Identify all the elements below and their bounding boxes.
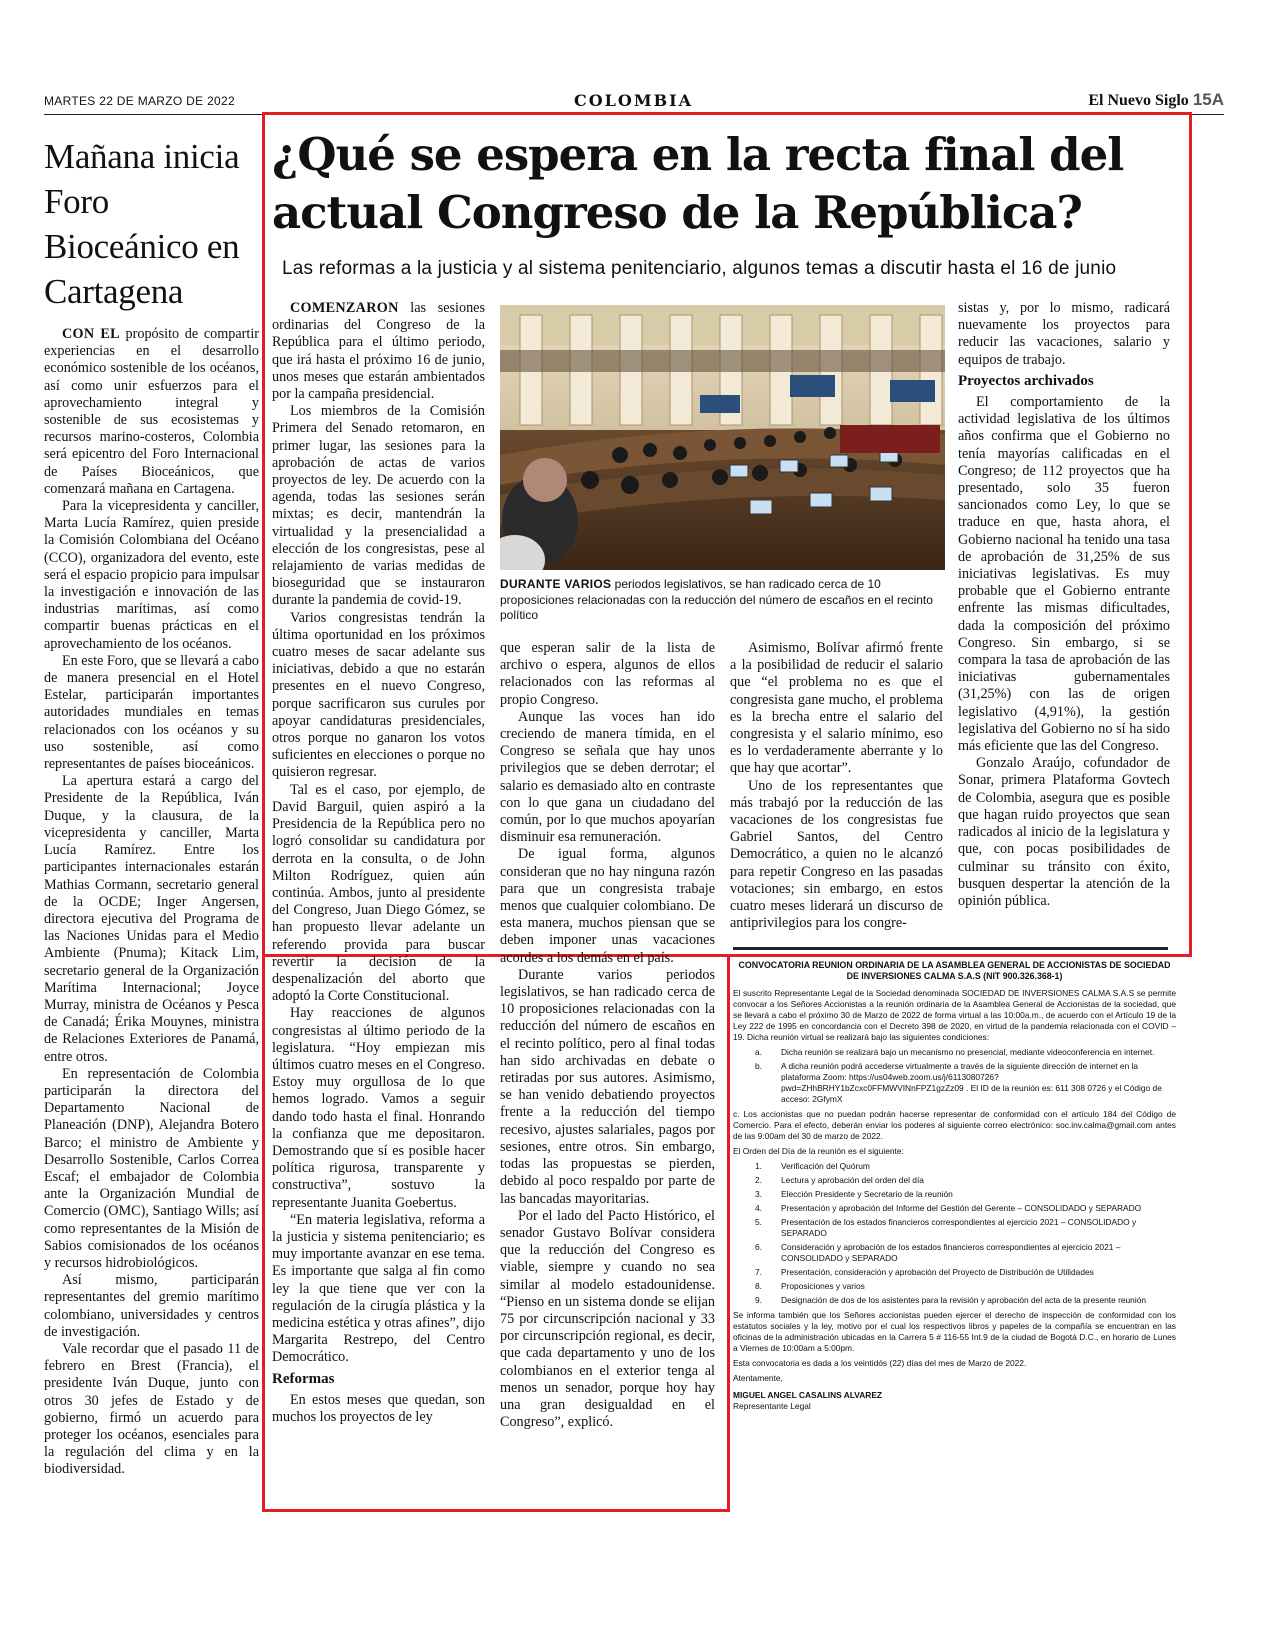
sidebar-paragraph: La apertura estará a cargo del Presidente de la República, Iván Duque, y la clausura, de la vicepresidenta y canciller, Marta Lucía Ramírez. Entre los participantes internacionales estarán Mathias Cormann, secretario general de la OCDE; Inger Angersen, directora ejecutiva del Programa de las Naciones Unidas para el Medio Ambiente (Pnuma); Kitack Lim, secretario general de la Organización Marítima Internacional; Joyce Murray, ministra de Océanos y Pesca de Canadá; Érika Mouynes, ministra de Relaciones Exteriores de Panamá, entre otros. bbox=[44, 773, 259, 1065]
page-number: 15A bbox=[1192, 90, 1224, 109]
article-paragraph: En estos meses que quedan, son muchos los proyectos de ley bbox=[272, 1391, 485, 1425]
article-paragraph: sistas y, por lo mismo, radicará nuevamente los proyectos para reducir las vacaciones, salario y equipos de trabajo. bbox=[958, 300, 1170, 368]
item-label: 4. bbox=[755, 1203, 762, 1213]
item-text: Proposiciones y varios bbox=[781, 1281, 865, 1291]
notice-proxy: c. Los accionistas que no puedan podrán hacerse representar de conformidad con el artículo 184 del Código de Comercio. Para el efecto, deberán enviar los poderes al siguiente correo electrónico: soc.inv.calma@gmail.com antes de las 9:00am del 30 de marzo de 2022. bbox=[733, 1109, 1176, 1141]
congress-chamber-image bbox=[500, 305, 945, 570]
item-label: 3. bbox=[755, 1189, 762, 1199]
item-text: Presentación, consideración y aprobación del Proyecto de Distribución de Utilidades bbox=[781, 1267, 1094, 1277]
caption-lead: DURANTE VARIOS bbox=[500, 577, 612, 591]
notice-agenda bbox=[733, 1161, 1176, 1306]
article-column-2 bbox=[500, 640, 715, 1431]
item-label: 9. bbox=[755, 1295, 762, 1305]
sidebar-paragraph: Así mismo, participarán representantes del gremio marítimo colombiano, universidades y centros de investigación. bbox=[44, 1272, 259, 1340]
list-item bbox=[733, 1267, 1176, 1278]
newspaper-brand bbox=[1088, 90, 1224, 110]
item-label: 7. bbox=[755, 1267, 762, 1277]
article-paragraph: Aunque las voces han ido creciendo de manera tímida, en el Congreso se señala que hay unos privilegios que se deben derrotar; el salario es demasiado alto en contraste con lo que gana un ciudadano del común, por lo que muchos apoyarían disminuir esa remuneración. bbox=[500, 708, 715, 846]
issue-date: MARTES 22 DE MARZO DE 2022 bbox=[44, 94, 235, 108]
item-label: 6. bbox=[755, 1242, 762, 1252]
subheading-proyectos-archivados: Proyectos archivados bbox=[958, 372, 1094, 389]
congress-photo bbox=[500, 305, 945, 570]
item-text: Dicha reunión se realizará bajo un mecanismo no presencial, mediante videoconferencia en internet. bbox=[781, 1047, 1155, 1057]
item-text: Presentación de los estados financieros correspondientes al ejercicio 2021 – CONSOLIDADO y SEPARADO bbox=[781, 1217, 1137, 1238]
sidebar-paragraph: En representación de Colombia participarán la directora del Departamento Nacional de Planeación (DNP), Alejandra Botero Barco; el ministro de Ambiente y Desarrollo Sostenible, Carlos Correa Escaf; el embajador de Colombia ante la Organización Mundial de Comercio (OMC), Santiago Wills; así como representantes de la Misión de Sabios comisionados de los océanos y recursos hidrobiológicos. bbox=[44, 1065, 259, 1271]
article-paragraph: De igual forma, algunos consideran que no hay ninguna razón para que un congresista trabaje menos que cualquier colombiano. De esta manera, muchos piensan que se deben imponer unas vacaciones acordes a los demás en el país. bbox=[500, 846, 715, 966]
list-item bbox=[733, 1295, 1176, 1306]
sidebar-lead-word: CON EL bbox=[62, 326, 120, 342]
sidebar-paragraph: Vale recordar que el pasado 11 de febrero en Brest (Francia), el presidente Iván Duque, junto con otros 30 jefes de Estado y de gobierno, firmó un acuerdo para proteger los océanos, esenciales para la regulación del clima y en la biodiversidad. bbox=[44, 1340, 259, 1478]
list-item bbox=[733, 1047, 1176, 1058]
article-paragraph: Uno de los representantes que más trabajó por la reducción de las vacaciones de los congresistas fue Gabriel Santos, del Centro Democrático, a quien no le alcanzó para repetir Congreso en las pasadas votaciones; sin embargo, en estos cuatro meses liderará un discurso de antiprivilegios para los congre- bbox=[730, 777, 943, 932]
list-item bbox=[733, 1203, 1176, 1214]
item-label: b. bbox=[755, 1061, 762, 1071]
article-text: las sesiones ordinarias del Congreso de la República para el último periodo, que irá hasta el próximo 16 de junio, unos meses que estarán ambientados por la campaña presidencial. bbox=[272, 300, 485, 403]
item-text: Verificación del Quórum bbox=[781, 1161, 870, 1171]
legal-notice bbox=[733, 960, 1176, 1470]
notice-date-line: Esta convocatoria es dada a los veintidós (22) días del mes de Marzo de 2022. bbox=[733, 1358, 1027, 1368]
item-label: 1. bbox=[755, 1161, 762, 1171]
article-paragraph: Por el lado del Pacto Histórico, el senador Gustavo Bolívar considera que la reducción del Congreso es viable, siempre y cuando no sea similar al modelo estadounidense. “Pienso en un sistema donde se elijan 75 por circunscripción nacional y 33 por circunscripción regional, es decir, que cada departamento y uno de los colombianos en el exterior tenga al menos un senador, porque hoy hay una gran desigualdad en el Congreso”, explicó. bbox=[500, 1207, 715, 1431]
section-name: COLOMBIA bbox=[574, 91, 693, 110]
notice-closing: Atentamente, bbox=[733, 1373, 783, 1383]
notice-divider bbox=[733, 947, 1168, 950]
notice-conditions bbox=[733, 1047, 1176, 1105]
signer-name: MIGUEL ANGEL CASALINS ALVAREZ bbox=[733, 1390, 883, 1400]
list-item bbox=[733, 1189, 1176, 1200]
sidebar-paragraph: Para la vicepresidenta y canciller, Marta Lucía Ramírez, quien preside la Comisión Colombiana del Océano (CCO), organizadora del evento, este será el espacio propicio para impulsar la investigación e innovación de las industrias marítimas, así como compartir buenas prácticas en el aprovechamiento de los océanos. bbox=[44, 498, 259, 652]
article-paragraph: Gonzalo Araújo, cofundador de Sonar, primera Plataforma Govtech de Colombia, asegura que es posible que hagan ruido proyectos que sean radicados al inicio de la legislatura y que, con pocas posibilidades de culminar su tránsito con éxito, busquen despertar la atención de la opinión pública. bbox=[958, 755, 1170, 909]
list-item bbox=[733, 1242, 1176, 1264]
article-paragraph: Varios congresistas tendrán la última oportunidad en los próximos cuatro meses de sacar adelante sus iniciativas, debido a que no estarán presentes en el nuevo Congreso, porque sacrificaron sus curules por apoyar candidaturas presidenciales, otros porque no ganaron los votos suficientes en elecciones o porque no quisieron regresar. bbox=[272, 609, 485, 781]
article-paragraph bbox=[272, 300, 485, 403]
notice-agenda-intro: El Orden del Día de la reunión es el siguiente: bbox=[733, 1146, 904, 1156]
article-paragraph: que esperan salir de la lista de archivo o espera, algunos de ellos relacionados con las reformas al propio Congreso. bbox=[500, 640, 715, 708]
article-paragraph: “En materia legislativa, reforma a la justicia y sistema penitenciario; es muy importante avanzar en ese tema. Es importante que salga al fin como ley la que tiene que ver con la regulación de la cirugía plástica y la medicina estética y otras afines”, dijo Margarita Restrepo, del Centro Democrático. bbox=[272, 1211, 485, 1366]
item-text: A dicha reunión podrá accederse virtualmente a través de la siguiente dirección de internet en la plataforma Zoom: https://us04web.zoom.us/j/6113080726?pwd=ZHhBRHY1bZcxc0FFMWVINnFPZ1gzZz09 . El ID de la reunión es: 611 308 0726 y el Código de acceso: 2GfymX bbox=[781, 1061, 1162, 1104]
item-text: Presentación y aprobación del Informe del Gestión del Gerente – CONSOLIDADO y SEPARADO bbox=[781, 1203, 1142, 1213]
article-paragraph: El comportamiento de la actividad legislativa de los últimos años confirma que el Gobierno no tenía mayorías calificadas en el Congreso; de 112 proyectos que ha presentado, solo 35 fueron sancionados como Ley, lo que se traduce en que, hasta ahora, el Gobierno nacional ha tenido una tasa de aprobación de 31,25% de sus iniciativas legislativas. Es muy probable que el Gobierno entrante enfrente las mismas dificultades, dada la composición del próximo Congreso. Sin embargo, si se compara la tasa de aprobación de las iniciativas gubernamentales (31,25%) con las de origen legislativo (4,91%), la gestión legislativa del Gobierno no sí ha sido más eficiente que las del Congreso. bbox=[958, 394, 1170, 755]
page-header bbox=[44, 90, 1224, 115]
item-text: Designación de dos de los asistentes para la revisión y aprobación del acta de la presente reunión bbox=[781, 1295, 1147, 1305]
item-label: 8. bbox=[755, 1281, 762, 1291]
article-headline: ¿Qué se espera en la recta final del actual Congreso de la República? bbox=[272, 128, 1124, 239]
sidebar-article bbox=[44, 134, 259, 1479]
item-text: Elección Presidente y Secretario de la reunión bbox=[781, 1189, 953, 1199]
notice-inspection: Se informa también que los Señores accionistas pueden ejercer el derecho de inspección de conformidad con los estatutos sociales y la ley, motivo por el cual los respectivos libros y papeles de la compañía se encuentran en las oficinas de la administración ubicadas en la Carrera 5 # 116-55 Int.9 de la ciudad de Bogotá D.C., en horario de Lunes a Viernes de 10:00am a 5:00pm. bbox=[733, 1310, 1176, 1353]
brand-name: El Nuevo Siglo bbox=[1088, 92, 1189, 109]
item-label: a. bbox=[755, 1047, 762, 1057]
item-text: Consideración y aprobación de los estados financieros correspondientes al ejercicio 2021 – CONSOLIDADO y SEPARADO bbox=[781, 1242, 1121, 1263]
notice-title: CONVOCATORIA REUNION ORDINARIA DE LA ASAMBLEA GENERAL DE ACCIONISTAS DE SOCIEDAD DE INVERSIONES CALMA S.A.S (NIT 900.326.368-1) bbox=[738, 960, 1171, 981]
list-item bbox=[733, 1217, 1176, 1239]
article-paragraph: Tal es el caso, por ejemplo, de David Barguil, quien aspiró a la Presidencia de la República pero no logró consolidar su candidatura por derrota en la consulta, o de John Milton Rodríguez, quien aún continúa. Ambos, junto al presidente del Congreso, Juan Diego Gómez, se han propuesto llevar adelante un referendo provida para buscar revertir la decisión de la despenalización del aborto que adoptó la Corte Constitucional. bbox=[272, 781, 485, 1005]
list-item bbox=[733, 1161, 1176, 1172]
sidebar-text: propósito de compartir experiencias en el desarrollo económico sostenible de los océanos, así como unir esfuerzos para el aprovechamiento integral y sostenible de sus ecosistemas y recursos marino-costeros, Colombia será epicentro del Foro Internacional de Países Bioceánicos, que comenzará mañana en Cartagena. bbox=[44, 326, 259, 497]
item-label: 2. bbox=[755, 1175, 762, 1185]
article-paragraph: Hay reacciones de algunos congresistas al último periodo de la legislatura. “Hoy empiezan mis últimos cuatro meses en el Congreso. Estoy muy orgullosa de lo que hemos logrado. Vamos a seguir dando todo hasta el final. Honrando la confianza que me depositaron. Demostrando que sí es posible hacer política rigurosa, transparente y constructiva”, sostuvo la representante Juanita Goebertus. bbox=[272, 1005, 485, 1211]
caption-text: periodos legislativos, se han radicado cerca de 10 proposiciones relacionadas con la reducción del número de escaños en el recinto político bbox=[500, 577, 933, 622]
list-item bbox=[733, 1281, 1176, 1292]
sidebar-body bbox=[44, 326, 259, 1479]
article-paragraph: Durante varios periodos legislativos, se han radicado cerca de 10 proposiciones relacionadas con la reducción del número de escaños en el recinto político, pero al final todas han sido archivadas en debate o retiradas por sus autores. Asimismo, se han venido debatiendo proyectos frente a la reducción del tiempo recesivo, ajustes salariales, pagos por sesiones, entre otros. Sin embargo, todas las propuestas se pierden, debido al poco respaldo por parte de las bancadas mayoritarias. bbox=[500, 966, 715, 1207]
subheading-reformas: Reformas bbox=[272, 1370, 335, 1387]
list-item bbox=[733, 1175, 1176, 1186]
article-column-4 bbox=[958, 300, 1170, 910]
list-item bbox=[733, 1061, 1176, 1105]
signer-role: Representante Legal bbox=[733, 1401, 811, 1411]
photo-caption bbox=[500, 577, 945, 624]
item-text: Lectura y aprobación del orden del día bbox=[781, 1175, 924, 1185]
sidebar-paragraph bbox=[44, 326, 259, 498]
article-lead-word: COMENZARON bbox=[290, 300, 399, 316]
item-label: 5. bbox=[755, 1217, 762, 1227]
article-subhead: Las reformas a la justicia y al sistema penitenciario, algunos temas a discutir hasta el 16 de junio bbox=[282, 258, 1117, 279]
sidebar-paragraph: En este Foro, que se llevará a cabo de manera presencial en el Hotel Estelar, participarán importantes autoridades mundiales en temas relacionados con los océanos y su uso sostenible, así como representantes de países bioceánicos. bbox=[44, 652, 259, 773]
sidebar-title: Mañana inicia Foro Bioceánico en Cartagena bbox=[44, 137, 240, 311]
article-column-1 bbox=[272, 300, 485, 1426]
article-column-3 bbox=[730, 640, 943, 932]
notice-intro: El suscrito Representante Legal de la Sociedad denominada SOCIEDAD DE INVERSIONES CALMA S.A.S se permite convocar a los Señores Accionistas a la reunión ordinaria de la Asamblea General de Accionistas de la sociedad, que se llevará a cabo el próximo 30 de Marzo de 2022 de forma virtual a las 10:00a.m., de acuerdo con el Artículo 19 de la Ley 222 de 1995 en concordancia con el Decreto 398 de 2020, en virtud de la pandemia relacionada con el COVID – 19. Dicha reunión virtual se realizará bajo las siguientes condiciones: bbox=[733, 988, 1176, 1042]
article-paragraph: Los miembros de la Comisión Primera del Senado retomaron, en primer lugar, las sesiones para la aprobación de actas de varios proyectos de ley. De acuerdo con la agenda, todas las sesiones serán mixtas; es decir, mantendrán la virtualidad y la presencialidad a elección de los congresistas, pese al relajamiento de varias medidas de bioseguridad que se instauraron durante la pandemia de covid-19. bbox=[272, 403, 485, 609]
article-paragraph: Asimismo, Bolívar afirmó frente a la posibilidad de reducir el salario que “el problema no es que el congresista gane mucho, el problema es la brecha entre el salario del congresista y el salario mínimo, eso es lo verdaderamente aberrante y lo que hay que acortar”. bbox=[730, 640, 943, 777]
